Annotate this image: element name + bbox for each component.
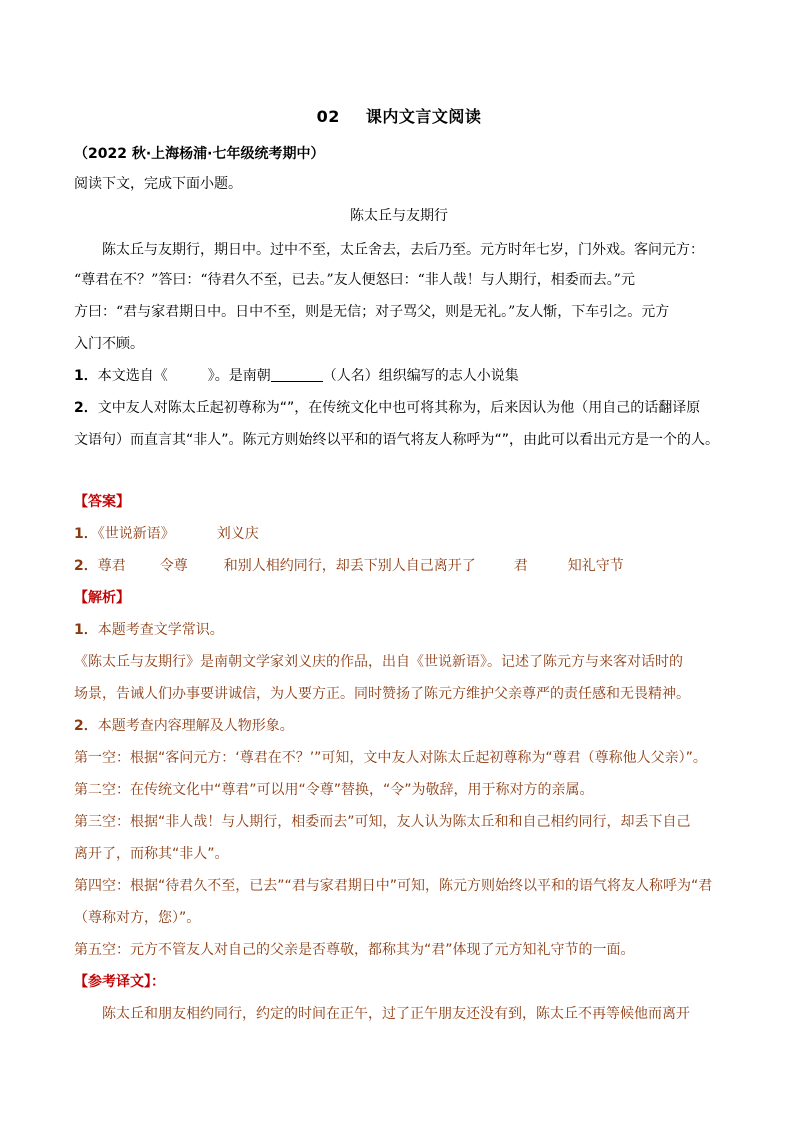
analysis-text: 本题考查文学常识。 [97, 622, 224, 638]
question-1 [74, 366, 519, 386]
source-note: （2022 秋·上海杨浦·七年级统考期中） [74, 146, 325, 162]
analysis-number: 2． [74, 718, 98, 734]
question-2 [74, 398, 700, 418]
question-text: 本文选自《 [97, 368, 168, 384]
answer-number: 1． [74, 526, 98, 542]
analysis-blank-4: 第四空：根据“待君久不至，已去”“君与家君期日中”可知，陈元方则始终以平和的语气将友人称呼为“君 [74, 878, 713, 894]
title-text: 课内文言文阅读 [365, 107, 482, 126]
question-2-cont: 文语句）而直言其“非人”。陈元方则始终以平和的语气将友人称呼为“”，由此可以看出元方是一个的人。 [74, 432, 720, 448]
passage-line: 陈太丘与友期行，期日中。过中不至，太丘舍去，去后乃至。元方时年七岁，门外戏。客问元方： [102, 242, 704, 258]
analysis-text: 本题考查内容理解及人物形象。 [97, 718, 294, 734]
analysis-blank-3: 第三空：根据“非人哉！与人期行，相委而去”可知，友人认为陈太丘和和自己相约同行，却丢下自己 [74, 814, 691, 830]
passage-title: 陈太丘与友期行 [350, 208, 448, 224]
analysis-blank-4-cont: （尊称对方，您）”。 [74, 910, 201, 926]
analysis-number: 1． [74, 622, 98, 638]
page-title [74, 104, 724, 127]
passage-line: “尊君在不？”答曰：“待君久不至，已去。”友人便怒曰：“非人哉！与人期行，相委而去。”元 [74, 272, 635, 288]
translation-text: 陈太丘和朋友相约同行，约定的时间在正午，过了正午朋友还没有到，陈太丘不再等候他而离开 [102, 1006, 690, 1022]
question-number: 2． [74, 400, 98, 416]
answer-number: 2． [74, 558, 98, 574]
analysis-text: 《陈太丘与友期行》是南朝文学家刘义庆的作品，出自《世说新语》。记述了陈元方与来客对话时的 [74, 654, 683, 670]
answer-item: 刘义庆 [216, 526, 259, 542]
analysis-1-head [74, 620, 224, 640]
answer-item: 尊君 [97, 558, 126, 574]
question-text: （人名）组织编写的志人小说集 [322, 368, 519, 384]
answer-label: 【答案】 [74, 494, 130, 510]
question-number: 1． [74, 368, 98, 384]
analysis-blank-5: 第五空：元方不管友人对自己的父亲是否尊敬，都称其为“君”体现了元方知礼守节的一面。 [74, 942, 635, 958]
analysis-blank-2: 第二空：在传统文化中“尊君”可以用“令尊”替换，“令”为敬辞，用于称对方的亲属。 [74, 782, 594, 798]
analysis-label: 【解析】 [74, 590, 130, 606]
instruction: 阅读下文，完成下面小题。 [74, 176, 242, 192]
answer-item: 《世说新语》 [97, 526, 175, 542]
question-text: 文中友人对陈太丘起初尊称为“”，在传统文化中也可将其称为，后来因认为他（用自己的话翻译原 [97, 400, 701, 416]
translation-label: 【参考译文】： [74, 974, 165, 990]
answer-item: 知礼守节 [567, 558, 624, 574]
analysis-blank-3-cont: 离开了，而称其“非人”。 [74, 846, 229, 862]
answer-item: 君 [513, 558, 528, 574]
answer-1 [74, 524, 259, 544]
question-text: 》。是南朝 [207, 368, 271, 384]
title-number: 02 [316, 107, 340, 126]
answer-2 [74, 556, 624, 576]
passage-line: 方曰：“君与家君期日中。日中不至，则是无信；对子骂父，则是无礼。”友人惭，下车引之。元方 [74, 304, 670, 320]
answer-item: 令尊 [159, 558, 188, 574]
analysis-text: 场景，告诫人们办事要讲诚信，为人要方正。同时赞扬了陈元方维护父亲尊严的责任感和无畏精神。 [74, 686, 690, 702]
answer-item: 和别人相约同行，却丢下别人自己离开了 [223, 558, 476, 574]
answer-blank [271, 367, 323, 382]
passage-line: 入门不顾。 [74, 336, 144, 352]
analysis-blank-1: 第一空：根据“客问元方：‘尊君在不？’”可知，文中友人对陈太丘起初尊称为“尊君（尊称他人父亲）”。 [74, 750, 707, 766]
analysis-2-head [74, 716, 294, 736]
